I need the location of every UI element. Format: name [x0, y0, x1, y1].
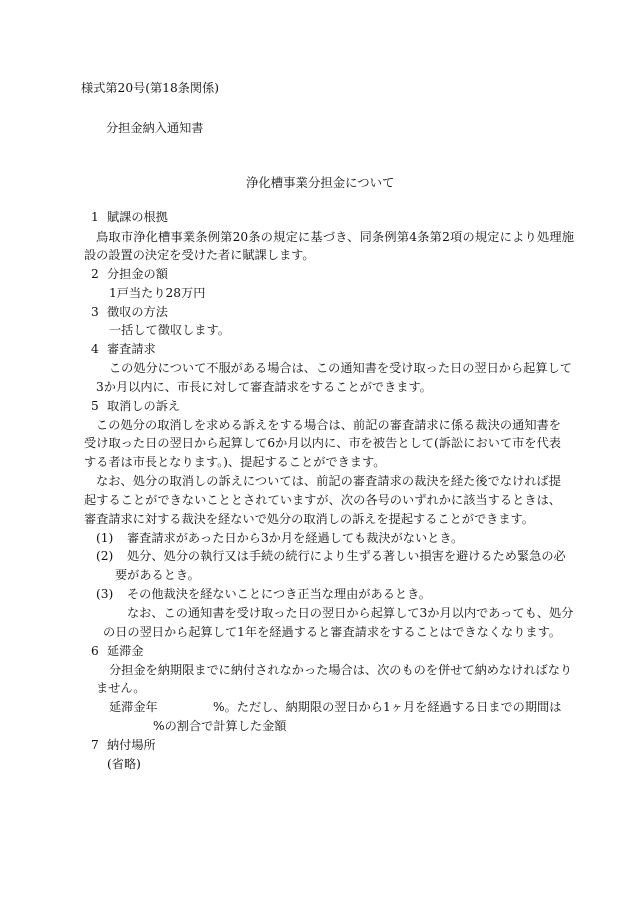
- body-line: この処分について不服がある場合は、この通知書を受け取った日の翌日から起算して: [109, 361, 572, 375]
- body-line: する者は市長となります。)、提起することができます。: [84, 455, 386, 469]
- section-number: 1: [91, 210, 99, 224]
- body-line: なお、処分の取消しの訴えについては、前記の審査請求の裁決を経た後でなければ提: [96, 474, 561, 488]
- body-line: 審査請求に対する裁決を経ないで処分の取消しの訴えを提起することができます。: [84, 512, 534, 526]
- body-line: の日の翌日から起算して1年を経過すると審査請求をすることはできなくなります。: [103, 625, 561, 639]
- item-line: 審査請求があった日から3か月を経過しても裁決がないとき。: [127, 531, 464, 545]
- section-number: 4: [91, 342, 99, 356]
- late-fee-rate-text: %の割合で計算した金額: [153, 719, 287, 733]
- body-line: 一括して徴収します。: [109, 323, 230, 337]
- body-line: ません。: [96, 681, 146, 695]
- body-line: 分担金を納期限までに納付されなかった場合は、次のものを併せて納めなければなり: [109, 663, 573, 677]
- form-number: 様式第20号(第18条関係): [81, 81, 220, 95]
- body-line: 設の設置の決定を受けた者に賦課します。: [84, 248, 315, 262]
- section-heading: 審査請求: [107, 342, 156, 356]
- section-number: 2: [91, 267, 99, 281]
- body-line: (省略): [107, 757, 141, 771]
- section-number: 5: [91, 399, 99, 413]
- section-heading: 取消しの訴え: [107, 399, 181, 413]
- item-number: (3): [96, 587, 114, 601]
- item-number: (1): [96, 531, 114, 545]
- section-heading: 分担金の額: [107, 267, 168, 281]
- late-fee-rate-label: 延滞金年: [109, 700, 158, 714]
- body-line: なお、この通知書を受け取った日の翌日から起算して3か月以内であっても、処分: [127, 606, 574, 620]
- section-heading: 賦課の根拠: [107, 210, 168, 224]
- section-number: 3: [91, 305, 99, 319]
- section-heading: 徴収の方法: [107, 305, 168, 319]
- body-line: 鳥取市浄化槽事業条例第20条の規定に基づき、同条例第4条第2項の規定により処理施: [96, 230, 574, 244]
- body-line: 3か月以内に、市長に対して審査請求をすることができます。: [96, 380, 432, 394]
- item-line: その他裁決を経ないことにつき正当な理由があるとき。: [127, 587, 431, 601]
- body-line: 起することができないこととされていますが、次の各号のいずれかに該当するときは、: [84, 493, 561, 507]
- body-line: この処分の取消しを求める訴えをする場合は、前記の審査請求に係る裁決の通知書を: [96, 418, 561, 432]
- document-name: 分担金納入通知書: [106, 121, 204, 135]
- body-line: 1戸当たり28万円: [109, 286, 206, 300]
- section-heading: 納付場所: [107, 738, 156, 752]
- late-fee-rate-text: %。ただし、納期限の翌日から1ヶ月を経過する日までの期間は: [213, 700, 562, 714]
- section-number: 6: [91, 644, 99, 658]
- section-heading: 延滞金: [107, 644, 144, 658]
- section-number: 7: [91, 738, 99, 752]
- item-line: 処分、処分の執行又は手続の続行により生ずる著しい損害を避けるため緊急の必: [127, 549, 566, 563]
- item-number: (2): [96, 549, 114, 563]
- item-line: 要があるとき。: [115, 568, 200, 582]
- body-line: 受け取った日の翌日から起算して6か月以内に、市を被告として(訴訟において市を代表: [84, 436, 561, 450]
- page-title: 浄化槽事業分担金について: [246, 175, 395, 190]
